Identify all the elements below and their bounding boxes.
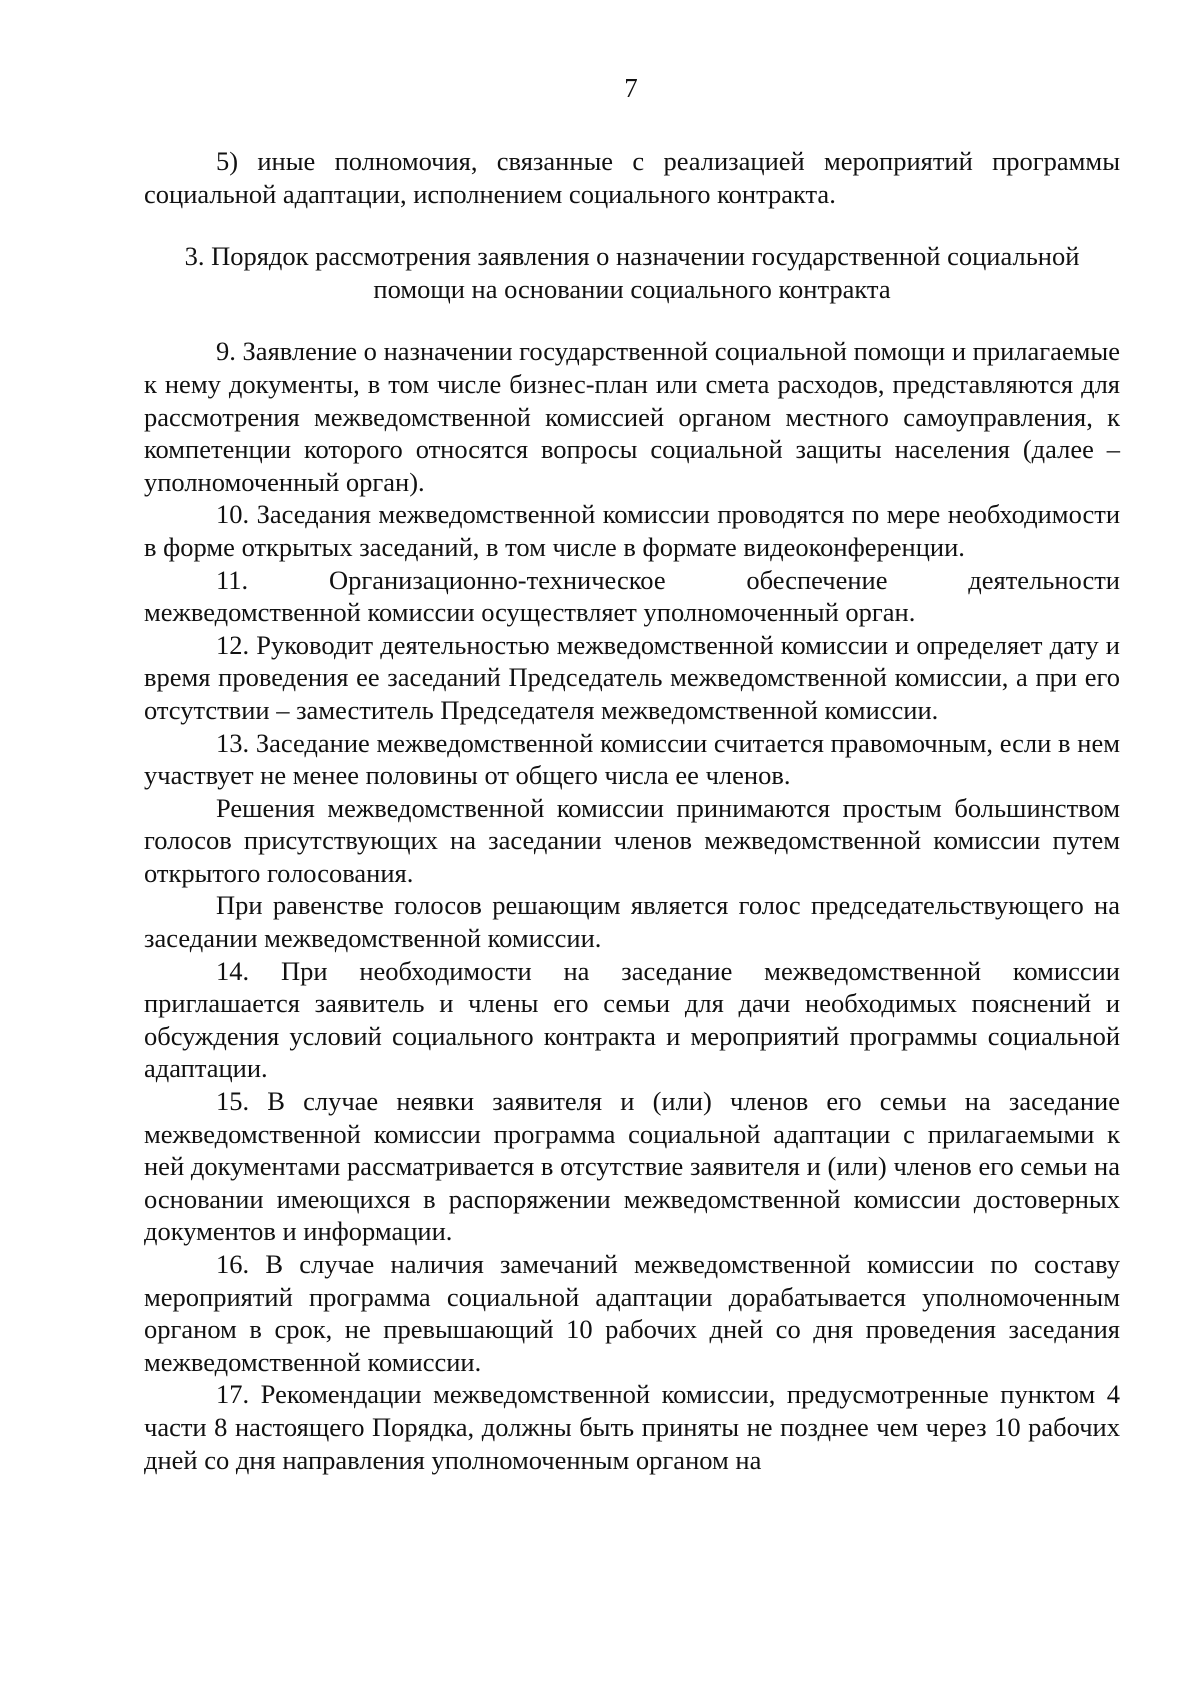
paragraph-9: 9. Заявление о назначении государственной социальной помощи и прилагаемые к нему документы, в том числе бизнес-план или смета расходов, представляются для рассмотрения межведомственной комиссией органом местного самоуправления, к компетенции которого относятся вопросы социальной защиты населения (далее – уполномоченный орган). [144, 336, 1120, 497]
paragraph-10: 10. Заседания межведомственной комиссии проводятся по мере необходимости в форме открытых заседаний, в том числе в формате видеоконференции. [144, 499, 1120, 562]
paragraph-16: 16. В случае наличия замечаний межведомственной комиссии по составу мероприятий программа социальной адаптации дорабатывается уполномоченным органом в срок, не превышающий 10 рабочих дней со дня проведения заседания межведомственной комиссии. [144, 1249, 1120, 1377]
paragraph-11: 11. Организационно-техническое обеспечение деятельности межведомственной комиссии осуществляет уполномоченный орган. [144, 564, 1120, 628]
intro-paragraph: 5) иные полномочия, связанные с реализацией мероприятий программы социальной адаптации, исполнением социального контракта. [144, 146, 1120, 209]
paragraph-17: 17. Рекомендации межведомственной комиссии, предусмотренные пунктом 4 части 8 настоящего Порядка, должны быть приняты не позднее чем через 10 рабочих дней со дня направления уполномоченным органом на [144, 1379, 1120, 1475]
paragraph-13: 13. Заседание межведомственной комиссии считается правомочным, если в нем участвует не менее половины от общего числа ее членов. [144, 727, 1120, 791]
document-body [144, 145, 1120, 1476]
paragraph-13-decisions: Решения межведомственной комиссии принимаются простым большинством голосов присутствующих на заседании членов межведомственной комиссии путем открытого голосования. [144, 792, 1120, 888]
paragraph-13-tie-vote: При равенстве голосов решающим является голос председательствующего на заседании межведомственной комиссии. [144, 890, 1120, 954]
paragraph-14: 14. При необходимости на заседание межведомственной комиссии приглашается заявитель и члены его семьи для дачи необходимых пояснений и обсуждения условий социального контракта и мероприятий программы социальной адаптации. [144, 955, 1120, 1084]
paragraph-15: 15. В случае неявки заявителя и (или) членов его семьи на заседание межведомственной комиссии программа социальной адаптации с прилагаемыми к ней документами рассматривается в отсутствие заявителя и (или) членов его семьи на основании имеющихся в распоряжении межведомственной комиссии достоверных документов и информации. [144, 1086, 1120, 1247]
section-heading-line-1: 3. Порядок рассмотрения заявления о назначении государственной социальной [184, 241, 1080, 272]
section-heading-line-2: помощи на основании социального контракта [373, 273, 891, 304]
page-number: 7 [624, 73, 638, 103]
paragraph-12: 12. Руководит деятельностью межведомственной комиссии и определяет дату и время проведения ее заседаний Председатель межведомственной комиссии, а при его отсутствии – заместитель Председателя межведомственной комиссии. [144, 629, 1120, 725]
section-heading [144, 240, 1120, 305]
